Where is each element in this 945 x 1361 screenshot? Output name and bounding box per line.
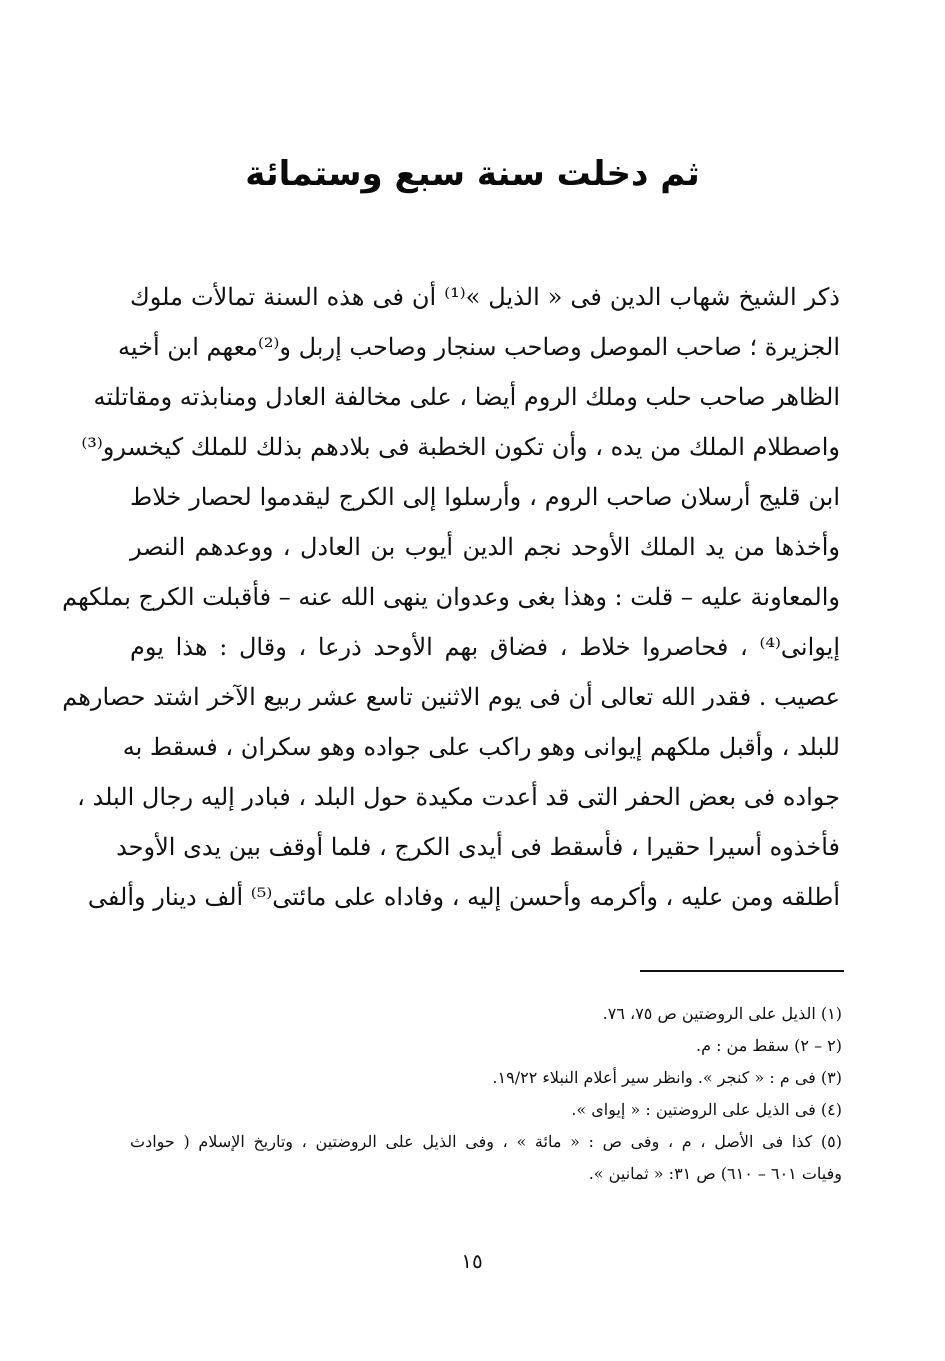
body-line: واصطلام الملك من يده ، وأن تكون الخطبة فى بلادهم بذلك للملك كيخسرو⁽³⁾ xyxy=(81,433,840,461)
page-number: ١٥ xyxy=(461,1249,483,1273)
body-line: جواده فى بعض الحفر التى قد أعدت مكيدة حول البلد ، فبادر إليه رجال البلد ، xyxy=(77,783,840,811)
footnote: (١) الذيل على الروضتين ص ٧٥، ٧٦. xyxy=(602,1004,842,1023)
body-line: فأخذوه أسيرا حقيرا ، فأسقط فى أيدى الكرج ، فلما أوقف بين يدى الأوحد xyxy=(116,833,840,861)
body-line: أطلقه ومن عليه ، وأكرمه وأحسن إليه ، وفاداه على مائتى⁽⁵⁾ ألف دينار وألفى xyxy=(87,883,840,911)
body-line: والمعاونة عليه – قلت : وهذا بغى وعدوان ينهى الله عنه – فأقبلت الكرج بملكهم xyxy=(62,583,840,611)
body-line: الظاهر صاحب حلب وملك الروم أيضا ، على مخالفة العادل ومنابذته ومقاتلته xyxy=(93,383,840,411)
body-line: الجزيرة ؛ صاحب الموصل وصاحب سنجار وصاحب إربل و⁽²⁾معهم ابن أخيه xyxy=(118,333,840,361)
footnote: (٤) فى الذيل على الروضتين : « إيواى ». xyxy=(571,1100,842,1119)
footnote-continuation: وفيات ٦٠١ – ٦١٠) ص ٣١: « ثمانين ». xyxy=(588,1164,842,1183)
footnote: (٢ – ٢) سقط من : م. xyxy=(695,1036,842,1055)
body-text xyxy=(62,272,840,922)
footnote-separator xyxy=(640,970,844,972)
body-line: عصيب . فقدر الله تعالى أن فى يوم الاثنين تاسع عشر ربيع الآخر اشتد حصارهم xyxy=(62,683,840,711)
footnote: (٣) فى م : « كنجر ». وانظر سير أعلام النبلاء ١٩/٢٢. xyxy=(492,1068,842,1087)
body-line: للبلد ، وأقبل ملكهم إيوانى وهو راكب على جواده وهو سكران ، فسقط به xyxy=(122,733,840,761)
body-line: ابن قليج أرسلان صاحب الروم ، وأرسلوا إلى الكرج ليقدموا لحصار خلاط xyxy=(130,483,840,511)
chapter-heading: ثم دخلت سنة سبع وستمائة xyxy=(245,154,700,194)
footnotes xyxy=(130,998,842,1190)
body-line: إيوانى⁽⁴⁾ ، فحاصروا خلاط ، فضاق بهم الأوحد ذرعا ، وقال : هذا يوم xyxy=(130,633,840,661)
body-line: ذكر الشيخ شهاب الدين فى « الذيل »⁽¹⁾ أن فى هذه السنة تمالأت ملوك xyxy=(130,283,840,311)
footnote: (٥) كذا فى الأصل ، م ، وفى ص : « مائة » ، وفى الذيل على الروضتين ، وتاريخ الإسلام ( حوادث xyxy=(130,1132,842,1151)
body-line: وأخذها من يد الملك الأوحد نجم الدين أيوب بن العادل ، ووعدهم النصر xyxy=(130,533,840,561)
